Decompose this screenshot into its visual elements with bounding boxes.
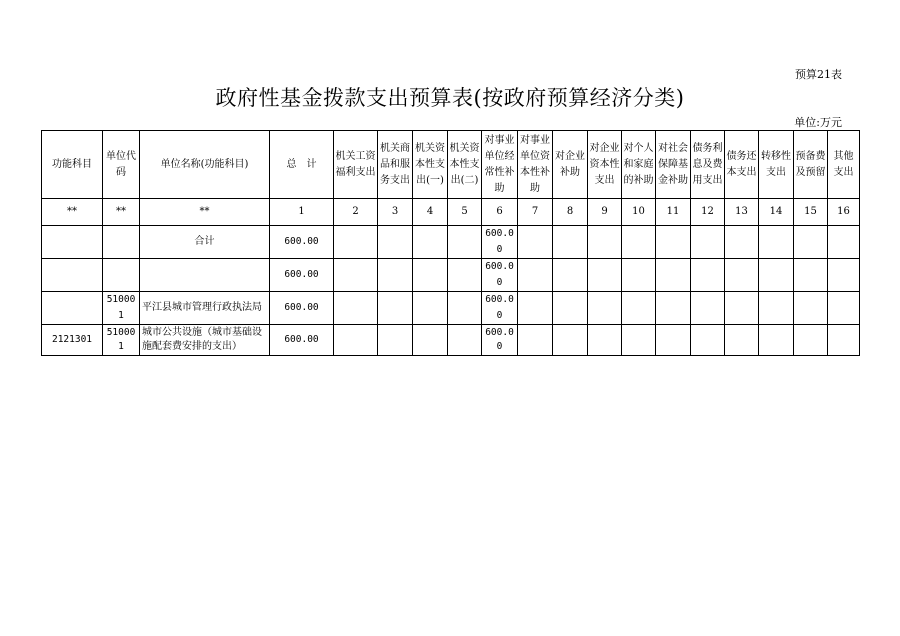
public-institution-subsidy-cell: 600.00 <box>482 259 518 292</box>
empty-cell <box>448 226 482 259</box>
empty-cell <box>378 325 413 356</box>
empty-cell <box>518 292 553 325</box>
total-cell: 600.00 <box>270 325 334 356</box>
form-number: 预算21表 <box>795 68 842 81</box>
empty-cell <box>334 259 378 292</box>
empty-cell <box>759 292 794 325</box>
empty-cell <box>448 292 482 325</box>
col-number: 6 <box>482 199 518 226</box>
function-code-cell <box>42 226 103 259</box>
empty-cell <box>588 292 622 325</box>
table-row-total <box>42 226 860 259</box>
function-code-cell <box>42 259 103 292</box>
total-cell: 600.00 <box>270 292 334 325</box>
empty-cell <box>334 226 378 259</box>
empty-cell <box>622 226 656 259</box>
unit-name-cell: 合计 <box>140 226 270 259</box>
col-header: 对企业资本性支出 <box>588 131 622 199</box>
col-number: 9 <box>588 199 622 226</box>
column-number-row <box>42 199 860 226</box>
function-code-cell <box>42 292 103 325</box>
col-header: 功能科目 <box>42 131 103 199</box>
unit-code-cell <box>103 259 140 292</box>
empty-cell <box>691 226 725 259</box>
empty-cell <box>553 325 588 356</box>
empty-cell <box>518 259 553 292</box>
col-header: 机关资本性支出(一) <box>413 131 448 199</box>
empty-cell <box>656 226 691 259</box>
col-header: 对个人和家庭的补助 <box>622 131 656 199</box>
col-header: 预备费及预留 <box>794 131 828 199</box>
function-code-cell: 2121301 <box>42 325 103 356</box>
col-header: 单位代码 <box>103 131 140 199</box>
empty-cell <box>794 325 828 356</box>
empty-cell <box>553 226 588 259</box>
col-header: 对事业单位资本性补助 <box>518 131 553 199</box>
col-number: 10 <box>622 199 656 226</box>
empty-cell <box>378 292 413 325</box>
empty-cell <box>588 259 622 292</box>
col-header: 转移性支出 <box>759 131 794 199</box>
total-cell: 600.00 <box>270 226 334 259</box>
empty-cell <box>656 325 691 356</box>
col-number: 11 <box>656 199 691 226</box>
unit-name-cell: 平江县城市管理行政执法局 <box>140 292 270 325</box>
empty-cell <box>413 259 448 292</box>
empty-cell <box>759 226 794 259</box>
empty-cell <box>691 325 725 356</box>
empty-cell <box>413 292 448 325</box>
empty-cell <box>622 325 656 356</box>
empty-cell <box>656 292 691 325</box>
empty-cell <box>759 259 794 292</box>
public-institution-subsidy-cell: 600.00 <box>482 325 518 356</box>
col-number: 5 <box>448 199 482 226</box>
empty-cell <box>725 325 759 356</box>
empty-cell <box>725 259 759 292</box>
col-number: 4 <box>413 199 448 226</box>
budget-table <box>41 130 860 356</box>
empty-cell <box>794 292 828 325</box>
col-header: 其他支出 <box>828 131 860 199</box>
empty-cell <box>334 292 378 325</box>
empty-cell <box>794 259 828 292</box>
unit-name-cell <box>140 259 270 292</box>
empty-cell <box>378 259 413 292</box>
empty-cell <box>759 325 794 356</box>
empty-cell <box>448 259 482 292</box>
col-number: 14 <box>759 199 794 226</box>
empty-cell <box>828 325 860 356</box>
empty-cell <box>828 292 860 325</box>
col-number: ** <box>140 199 270 226</box>
unit-label: 单位:万元 <box>794 116 842 129</box>
unit-name-cell: 城市公共设施（城市基础设施配套费安排的支出） <box>140 325 270 356</box>
empty-cell <box>553 292 588 325</box>
empty-cell <box>448 325 482 356</box>
col-header: 单位名称(功能科目) <box>140 131 270 199</box>
col-number: 16 <box>828 199 860 226</box>
empty-cell <box>588 325 622 356</box>
empty-cell <box>413 226 448 259</box>
col-header: 对企业补助 <box>553 131 588 199</box>
unit-code-cell: 510001 <box>103 325 140 356</box>
total-cell: 600.00 <box>270 259 334 292</box>
col-number: 13 <box>725 199 759 226</box>
page-title: 政府性基金拨款支出预算表(按政府预算经济分类) <box>215 86 685 110</box>
col-header: 对社会保障基金补助 <box>656 131 691 199</box>
col-number: 8 <box>553 199 588 226</box>
col-number: 1 <box>270 199 334 226</box>
col-header: 机关工资福利支出 <box>334 131 378 199</box>
col-number: 15 <box>794 199 828 226</box>
empty-cell <box>656 259 691 292</box>
col-number: 12 <box>691 199 725 226</box>
col-number: 3 <box>378 199 413 226</box>
empty-cell <box>691 259 725 292</box>
empty-cell <box>553 259 588 292</box>
empty-cell <box>334 325 378 356</box>
col-header: 债务还本支出 <box>725 131 759 199</box>
empty-cell <box>725 226 759 259</box>
empty-cell <box>378 226 413 259</box>
unit-code-cell: 510001 <box>103 292 140 325</box>
col-header: 机关资本性支出(二) <box>448 131 482 199</box>
empty-cell <box>725 292 759 325</box>
col-header: 对事业单位经常性补助 <box>482 131 518 199</box>
empty-cell <box>518 226 553 259</box>
col-number: ** <box>103 199 140 226</box>
empty-cell <box>518 325 553 356</box>
public-institution-subsidy-cell: 600.00 <box>482 292 518 325</box>
col-number: 2 <box>334 199 378 226</box>
col-header: 总 计 <box>270 131 334 199</box>
empty-cell <box>794 226 828 259</box>
empty-cell <box>588 226 622 259</box>
empty-cell <box>691 292 725 325</box>
empty-cell <box>828 226 860 259</box>
public-institution-subsidy-cell: 600.00 <box>482 226 518 259</box>
empty-cell <box>413 325 448 356</box>
header-row <box>42 131 860 199</box>
table-row <box>42 292 860 325</box>
col-header: 债务利息及费用支出 <box>691 131 725 199</box>
empty-cell <box>828 259 860 292</box>
empty-cell <box>622 259 656 292</box>
unit-code-cell <box>103 226 140 259</box>
col-number: 7 <box>518 199 553 226</box>
empty-cell <box>622 292 656 325</box>
col-number: ** <box>42 199 103 226</box>
col-header: 机关商品和服务支出 <box>378 131 413 199</box>
table-row <box>42 259 860 292</box>
table-row <box>42 325 860 356</box>
